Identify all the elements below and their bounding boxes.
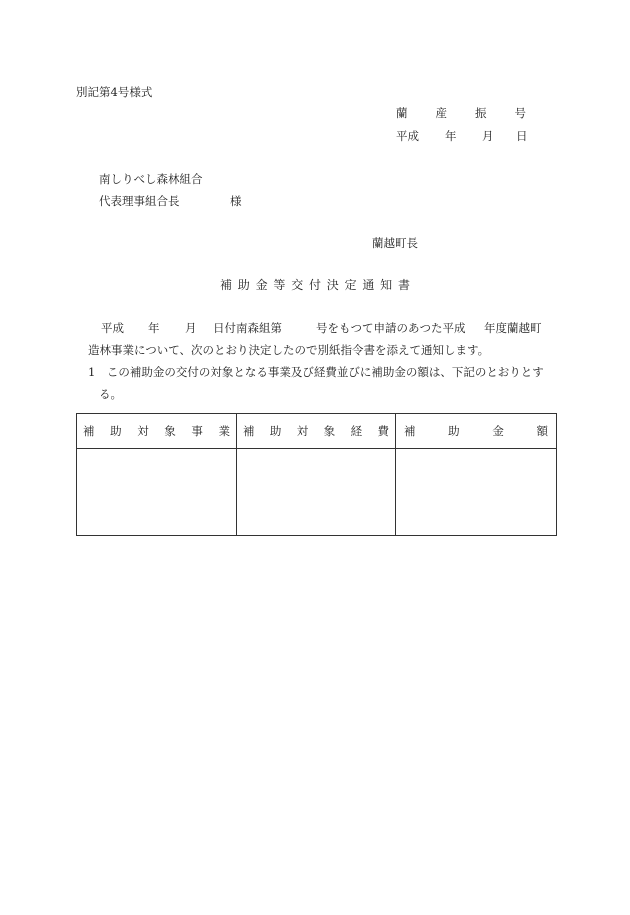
title-char: 等 [273, 278, 286, 292]
header-char: 事 [191, 424, 203, 438]
document-title [220, 278, 410, 292]
header-char: 象 [323, 424, 336, 438]
header-char: 助 [269, 424, 282, 438]
body-segment: 年度蘭越町 [484, 321, 542, 335]
cell-target-project [77, 449, 237, 536]
header-subsidy-target-project [77, 414, 237, 449]
title-char: 金 [255, 278, 268, 292]
title-char: 交 [291, 278, 304, 292]
header-char: 額 [536, 424, 548, 438]
title-char: 補 [220, 278, 233, 292]
cell-subsidy-amount [396, 449, 557, 536]
subsidy-table [76, 413, 557, 536]
title-char: 付 [308, 278, 321, 292]
body-segment: 年 [148, 321, 160, 335]
body-segment: 月 [185, 321, 197, 335]
header-char: 対 [137, 424, 149, 438]
title-char: 知 [380, 278, 393, 292]
body-paragraph-line2: 造林事業について、次のとおり決定したので別紙指令書を添えて通知します。 [88, 343, 490, 357]
header-char: 補 [83, 424, 95, 438]
header-char: 補 [404, 424, 416, 438]
date-day-unit: 日 [516, 129, 528, 143]
title-char: 定 [344, 278, 357, 292]
table-row [77, 449, 557, 536]
cell-target-expense [237, 449, 396, 536]
title-char: 通 [362, 278, 375, 292]
ref-char: 産 [435, 106, 447, 120]
header-char: 経 [350, 424, 363, 438]
header-char: 助 [110, 424, 122, 438]
title-char: 書 [397, 278, 410, 292]
addressee-title: 代表理事組合長 [99, 194, 180, 208]
item-1-line1: 1 この補助金の交付の対象となる事業及び経費並びに補助金の額は、下記のとおりとす [88, 365, 544, 379]
header-char: 補 [243, 424, 255, 438]
header-char: 象 [164, 424, 176, 438]
header-char: 金 [492, 424, 504, 438]
addressee-organization: 南しりべし森林組合 [99, 172, 203, 186]
date-year-unit: 年 [445, 129, 457, 143]
issue-date [396, 129, 528, 143]
addressee-honorific: 様 [230, 194, 242, 208]
header-subsidy-target-expense [237, 414, 396, 449]
sender-name: 蘭越町長 [372, 236, 418, 250]
form-number-label: 別記第4号様式 [76, 85, 153, 99]
header-char: 対 [296, 424, 309, 438]
ref-char: 振 [475, 106, 487, 120]
header-char: 助 [448, 424, 460, 438]
header-subsidy-amount [396, 414, 557, 449]
ref-char: 号 [514, 106, 526, 120]
body-segment: 平成 [101, 321, 124, 335]
table-header-row [77, 414, 557, 449]
date-era: 平成 [396, 129, 419, 143]
body-segment: 日付南森組第 [213, 321, 282, 335]
title-char: 助 [237, 278, 250, 292]
date-month-unit: 月 [482, 129, 494, 143]
header-char: 費 [377, 424, 389, 438]
title-char: 決 [326, 278, 339, 292]
ref-char: 蘭 [396, 106, 408, 120]
body-paragraph-line1 [76, 321, 556, 335]
item-1-line2: る。 [99, 387, 122, 401]
header-char: 業 [218, 424, 230, 438]
body-segment: 号をもつて申請のあつた平成 [316, 321, 466, 335]
document-reference-number [396, 106, 526, 120]
